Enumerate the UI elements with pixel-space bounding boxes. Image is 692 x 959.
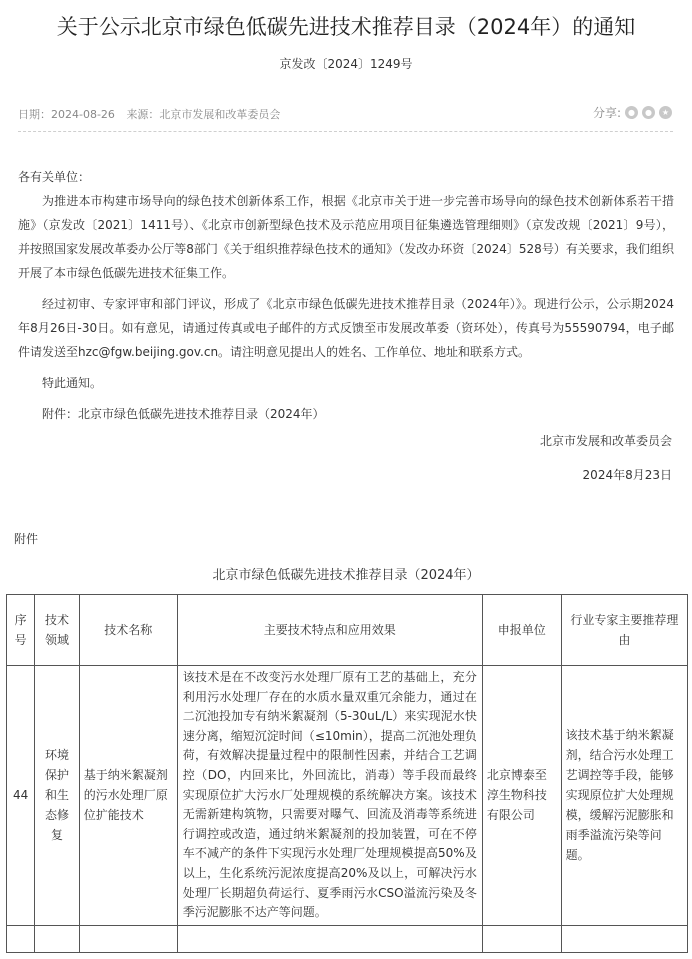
- paragraph-2: 经过初审、专家评审和部门评议，形成了《北京市绿色低碳先进技术推荐目录（2024年）》。现进行公示，公示期2024年8月26日-30日。如有意见，请通过传真或电子邮件的方式反馈至市发展改革委（资环处），传真号为55590794，电子邮件请发送至hzc@fgw.beijing.gov.cn。请注明意见提出人的姓名、工作单位、地址和联系方式。: [18, 297, 674, 359]
- wechat-icon[interactable]: ●: [642, 106, 655, 119]
- cell-empty: [561, 925, 687, 952]
- attachment-reference[interactable]: 附件：北京市绿色低碳先进技术推荐目录（2024年）: [42, 407, 325, 421]
- cell-empty: [177, 925, 482, 952]
- cell-field: 环境保护和生态修复: [35, 666, 79, 926]
- paragraph-1: 为推进本市构建市场导向的绿色技术创新体系工作，根据《北京市关于进一步完善市场导向的绿色技术创新体系若干措施》（京发改〔2021〕1411号）、《北京市创新型绿色技术及示范应用项目征集遴选管理细则》（京发改规〔2021〕9号），并按照国家发展改革委办公厅等8部门《关于组织推荐绿色技术的通知》（发改办环资〔2024〕528号）有关要求，我们组织开展了本市绿色低碳先进技术征集工作。: [18, 194, 674, 280]
- header-features: 主要技术特点和应用效果: [177, 595, 482, 666]
- cell-empty: [35, 925, 79, 952]
- attachment-label: 附件: [14, 532, 39, 546]
- publish-date: 日期：2024-08-26: [18, 108, 115, 121]
- share-label: 分享:: [592, 106, 621, 120]
- signature-org: 北京市发展和改革委员会: [539, 434, 672, 448]
- share-bar: [593, 104, 672, 121]
- header-seq: 序号: [7, 595, 35, 666]
- divider: [18, 131, 673, 132]
- cell-features: 该技术是在不改变污水处理厂原有工艺的基础上，充分利用污水处理厂存在的水质水量双重冗余能力，通过在二沉池投加专有纳米絮凝剂（5-30uL/L）来实现泥水快速分离，缩短沉淀时间（≤10min），提高二沉池处理负荷，有效解决提量过程中的限制性因素，并结合工艺调控（DO，内回来比，外回流比，消毒）等手段而最终实现原位扩大污水厂处理规模的系统解决方案。该技术无需新建构筑物，只需要对曝气、回流及消毒等系统进行调控或改造，通过纳米絮凝剂的投加装置，可在不停车不减产的条件下实现污水处理厂处理规模提高50%及以上，生化系统污泥浓度提高20%及以上，可解决污水处理厂长期超负荷运行、夏季雨污水CSO溢流污染及冬季污泥膨胀不达产等问题。: [177, 666, 482, 926]
- table-row: [7, 666, 688, 926]
- header-reason: 行业专家主要推荐理由: [561, 595, 687, 666]
- page-title: 关于公示北京市绿色低碳先进技术推荐目录（2024年）的通知: [56, 15, 636, 39]
- cell-name: 基于纳米絮凝剂的污水处理厂原位扩能技术: [79, 666, 177, 926]
- weibo-icon[interactable]: ●: [625, 106, 638, 119]
- technology-table: [6, 594, 688, 953]
- cell-empty: [7, 925, 35, 952]
- salutation: 各有关单位：: [18, 170, 91, 184]
- article-meta: [18, 106, 288, 122]
- source-label: 来源：北京市发展和改革委员会: [126, 108, 281, 121]
- document-number: 京发改〔2024〕1249号: [279, 57, 413, 71]
- cell-empty: [482, 925, 561, 952]
- cell-seq: 44: [7, 666, 35, 926]
- header-field: 技术领域: [35, 595, 79, 666]
- star-icon[interactable]: ★: [659, 106, 672, 119]
- paragraph-3: 特此通知。: [42, 376, 103, 390]
- table-header-row: [7, 595, 688, 666]
- cell-empty: [79, 925, 177, 952]
- signature-date: 2024年8月23日: [582, 468, 672, 482]
- table-row-continued: [7, 925, 688, 952]
- notice-body: [18, 165, 674, 433]
- cell-applicant: 北京博泰至淳生物科技有限公司: [482, 666, 561, 926]
- header-applicant: 申报单位: [482, 595, 561, 666]
- table-title: 北京市绿色低碳先进技术推荐目录（2024年）: [212, 568, 480, 583]
- header-name: 技术名称: [79, 595, 177, 666]
- cell-reason: 该技术基于纳米絮凝剂，结合污水处理工艺调控等手段，能够实现原位扩大处理规模，缓解污泥膨胀和雨季溢流污染等问题。: [561, 666, 687, 926]
